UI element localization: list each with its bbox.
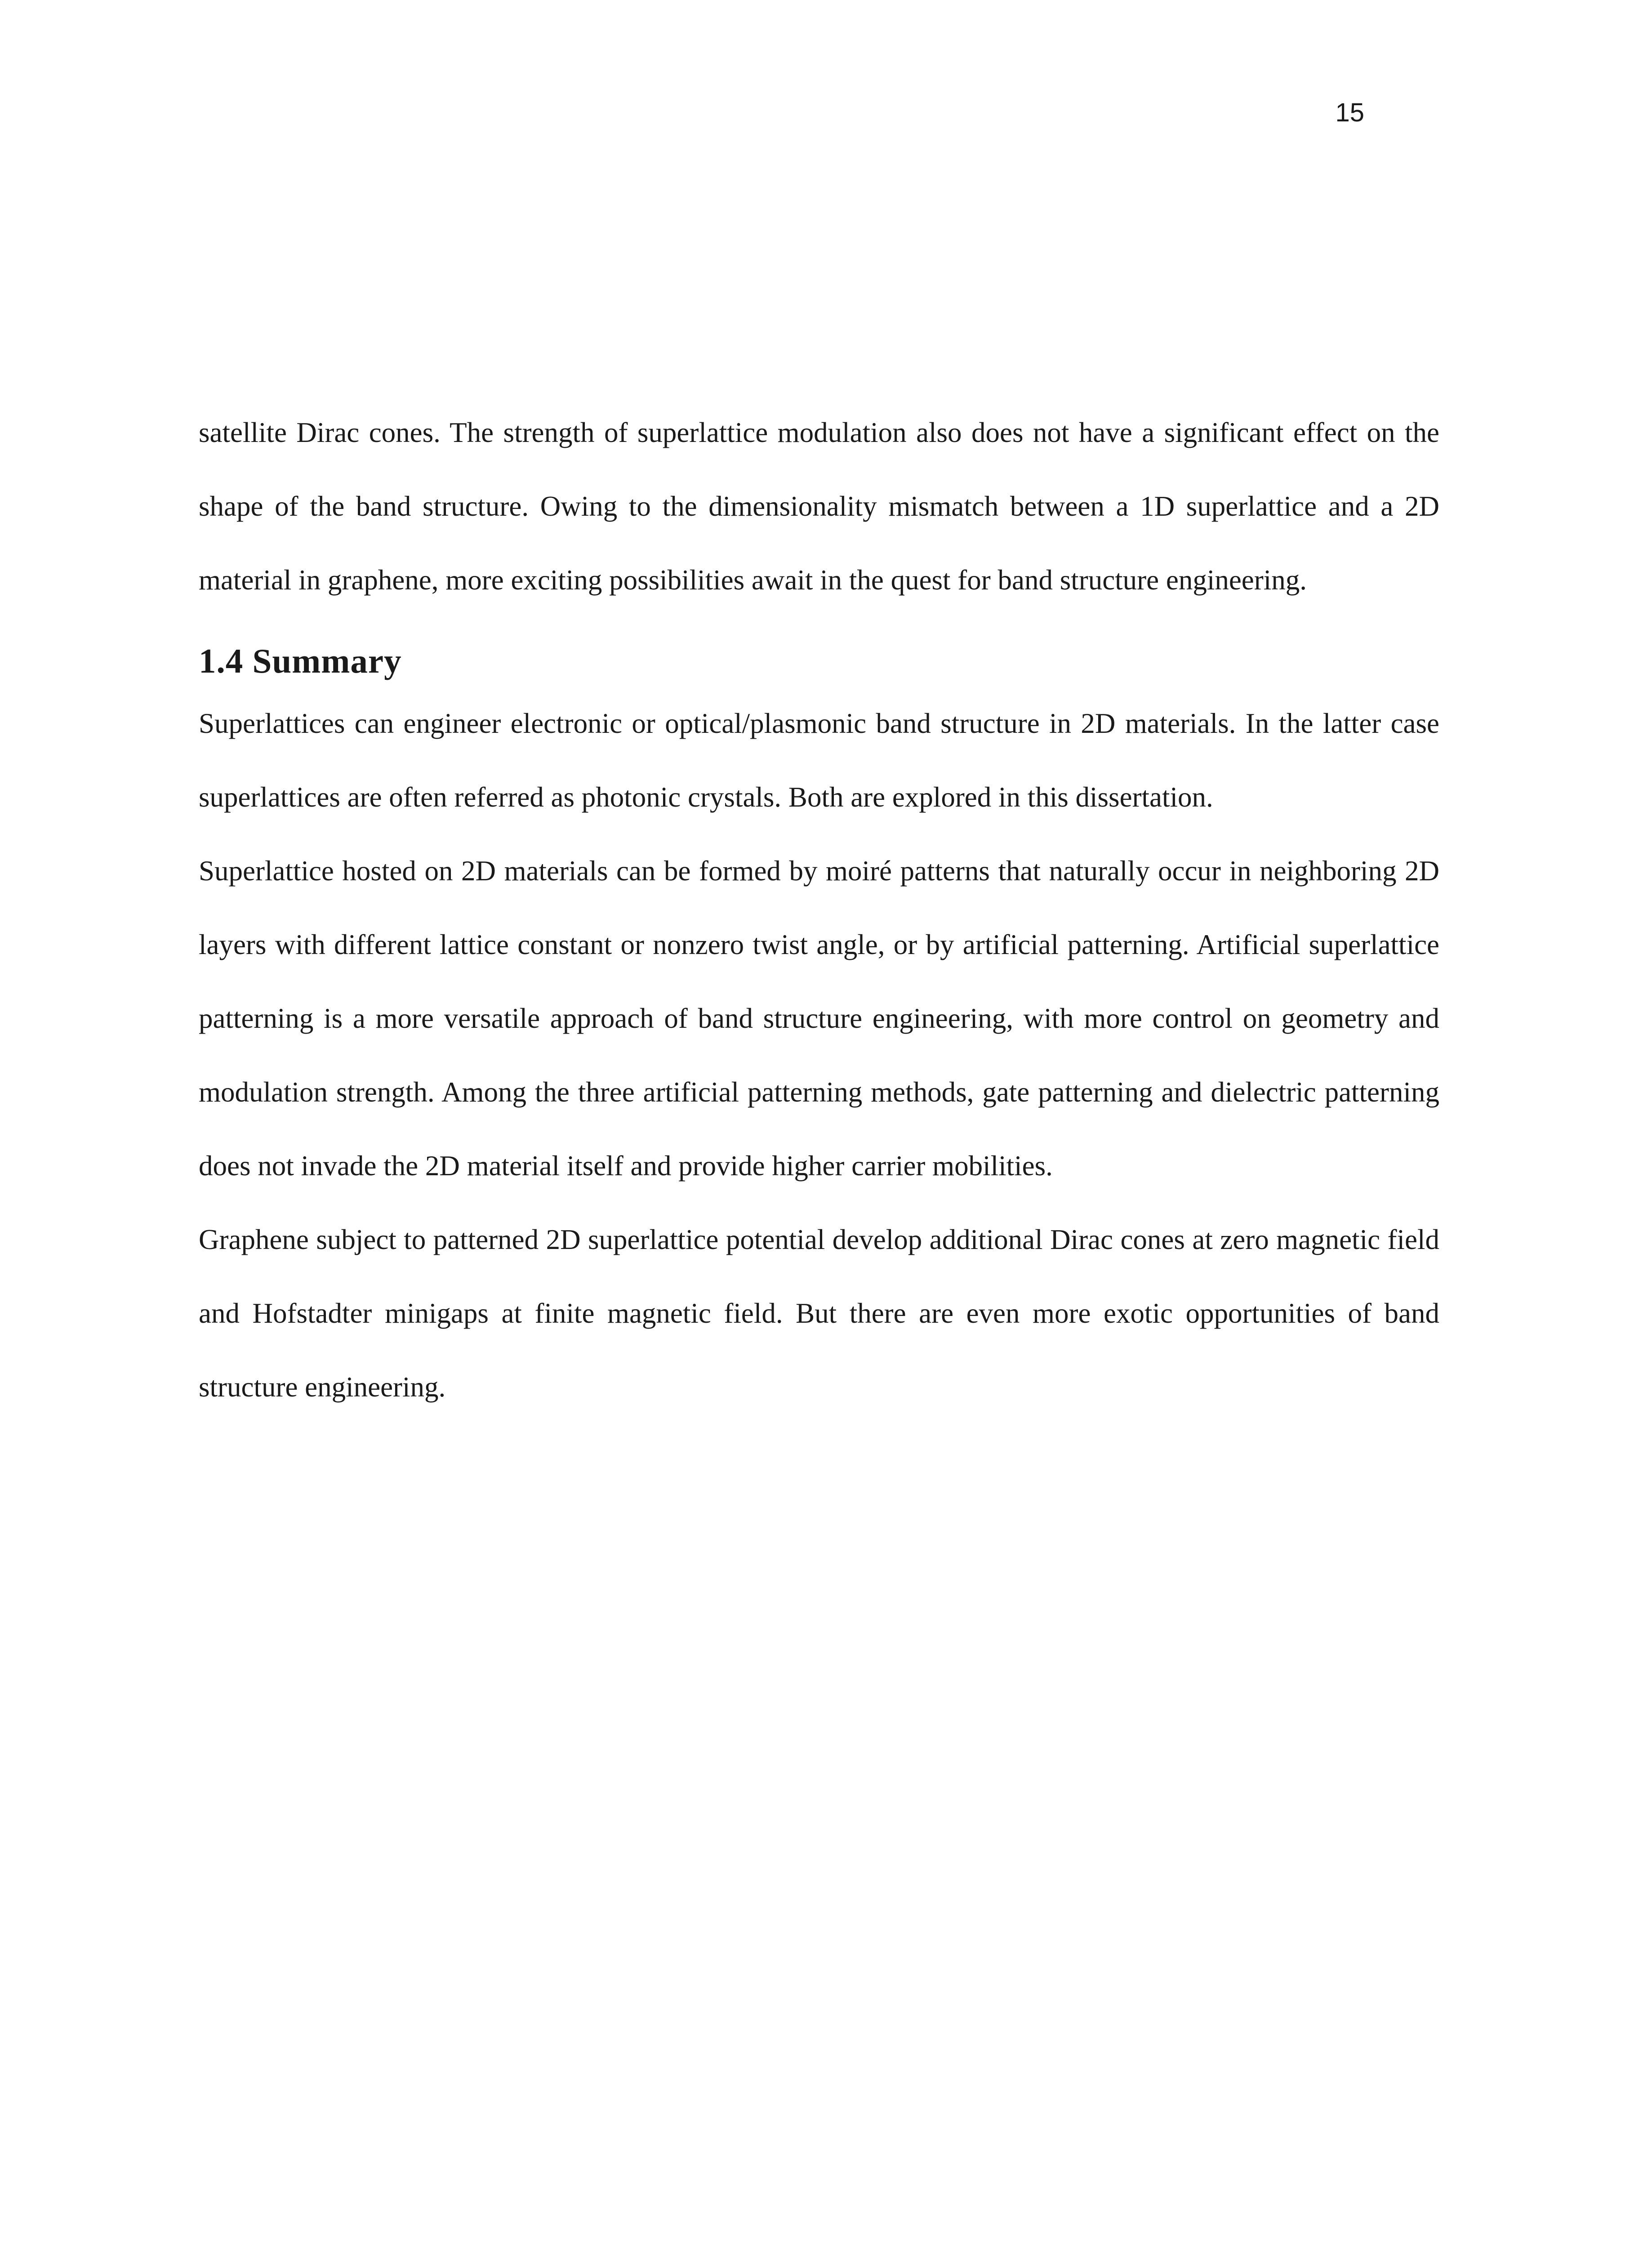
intro-paragraph: satellite Dirac cones. The strength of superlattice modulation also does not have a significant effect on the shape of the band structure. Owing to the dimensionality mismatch between a 1D superlattice and a 2D material in graphene, more exciting possibilities await in the quest for band structure engineering. — [199, 417, 1439, 596]
summary-paragraph-2: Superlattice hosted on 2D materials can be formed by moiré patterns that naturally occur in neighboring 2D layers with different lattice constant or nonzero twist angle, or by artificial patterning. Artificial superlattice patterning is a more versatile approach of band structure engineering, with more control on geometry and modulation strength. Among the three artificial patterning methods, gate patterning and dielectric patterning does not invade the 2D material itself and provide higher carrier mobilities. — [199, 855, 1439, 1182]
page-body — [199, 396, 1439, 1424]
page-number: 15 — [1335, 98, 1364, 127]
summary-paragraph-3: Graphene subject to patterned 2D superlattice potential develop additional Dirac cones at zero magnetic field and Hofstadter minigaps at finite magnetic field. But there are even more exotic opportunities of band structure engineering. — [199, 1224, 1439, 1403]
section-heading: 1.4 Summary — [199, 642, 402, 680]
summary-paragraph-1: Superlattices can engineer electronic or optical/plasmonic band structure in 2D materials. In the latter case superlattices are often referred as photonic crystals. Both are explored in this dissertation. — [199, 708, 1439, 813]
